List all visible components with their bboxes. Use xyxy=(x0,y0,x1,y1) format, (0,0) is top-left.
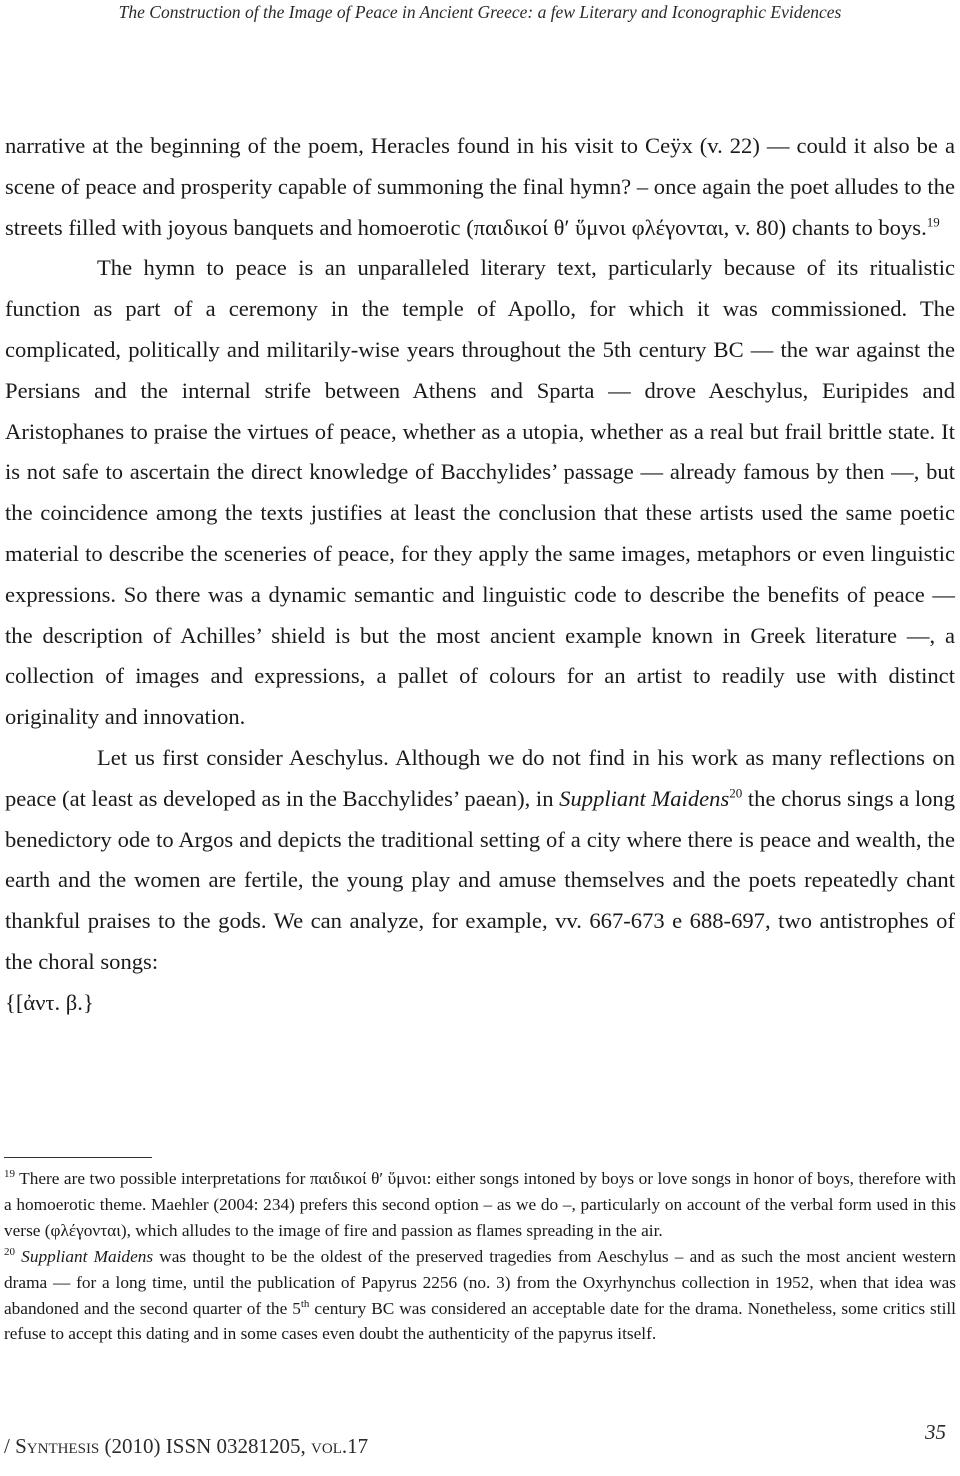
footnote-divider xyxy=(4,1157,152,1158)
verse-label: {[ἀντ. β.} xyxy=(5,989,94,1015)
paragraph-1 xyxy=(5,126,955,248)
footnote-20-ordinal: th xyxy=(300,1297,310,1310)
work-title: Suppliant Maidens xyxy=(559,785,730,811)
footnote-ref-20[interactable]: 20 xyxy=(729,785,743,801)
paragraph-3-text-a: Let us first consider Aeschylus. Although we do not find in his work as many reflections on peace (at least as developed as in the Bacchylides’ paean), in xyxy=(5,744,955,811)
volume-label: vol xyxy=(311,1434,342,1458)
body-text xyxy=(5,126,955,1024)
page-number: 35 xyxy=(925,1420,946,1444)
footnotes xyxy=(4,1166,956,1347)
paragraph-1-text: narrative at the beginning of the poem, Heracles found in his visit to Ceÿx (v. 22) — could it also be a scene of peace and prosperity capable of summoning the final hymn? – once again the poet alludes to the streets filled with joyous banquets and homoerotic (παιδικοί θ′ ὕμνοι φλέγονται, v. 80) chants to boys. xyxy=(5,133,955,240)
footer-prefix: / xyxy=(4,1434,16,1458)
footnote-19-number: 19 xyxy=(4,1168,15,1181)
running-head: The Construction of the Image of Peace in Ancient Greece: a few Literary and Iconographic Evidences xyxy=(118,2,842,22)
footnote-20-text-a: was thought to be the oldest of the preserved tragedies from Aeschylus – and as such the most ancient western drama — for a long time, until the publication of Papyrus 2256 (no. 3) from the Oxyrhynchus collection in 1952, when that idea was abandoned and the second quarter of the 5 xyxy=(4,1246,956,1318)
paragraph-2: The hymn to peace is an unparalleled literary text, particularly because of its ritualistic function as part of a ceremony in the temple of Apollo, for which it was commissioned. The complicated, politically and militarily-wise years throughout the 5th century BC — the war against the Persians and the internal strife between Athens and Sparta — drove Aeschylus, Euripides and Aristophanes to praise the virtues of peace, whether as a utopia, whether as a real but frail brittle state. It is not safe to ascertain the direct knowledge of Bacchylides’ passage — already famous by then —, but the coincidence among the texts justifies at least the conclusion that these artists used the same poetic material to describe the sceneries of peace, for they apply the same images, metaphors or even linguistic expressions. So there was a dynamic semantic and linguistic code to describe the benefits of peace — the description of Achilles’ shield is but the most ancient example known in Greek literature —, a collection of images and expressions, a pallet of colours for an artist to readily use with distinct originality and innovation. xyxy=(5,255,955,730)
paragraph-3 xyxy=(5,738,955,983)
footnote-19 xyxy=(4,1166,956,1244)
footnote-20-title: Suppliant Maidens xyxy=(21,1246,154,1266)
footnote-20 xyxy=(4,1244,956,1348)
journal-details: (2010) ISSN 03281205, xyxy=(99,1434,312,1458)
footnote-ref-19[interactable]: 19 xyxy=(926,214,940,230)
journal-citation xyxy=(4,1434,368,1459)
footnote-19-text: There are two possible interpretations for παιδικοί θ′ ὕμνοι: either songs intoned by boys or love songs in honor of boys, therefore with a homoerotic theme. Maehler (2004: 234) prefers this second option – as we do –, particularly on account of the verbal form used in this verse (φλέγονται), which alludes to the image of fire and passion as flames spreading in the air. xyxy=(4,1169,956,1240)
volume-number: .17 xyxy=(341,1434,369,1458)
footnote-20-number: 20 xyxy=(4,1245,15,1258)
footnote-20-text-b: century BC was considered an acceptable date for the drama. Nonetheless, some critics still refuse to accept this dating and in some cases even doubt the authenticity of the papyrus itself. xyxy=(4,1298,956,1344)
journal-name: Synthesis xyxy=(15,1434,100,1458)
paragraph-3-text-b: the chorus sings a long benedictory ode to Argos and depicts the traditional setting of a city where there is peace and wealth, the earth and the women are fertile, the young play and amuse themselves and the poets repeatedly chant thankful praises to the gods. We can analyze, for example, vv. 667-673 e 688-697, two antistrophes of the choral songs: xyxy=(5,785,955,974)
